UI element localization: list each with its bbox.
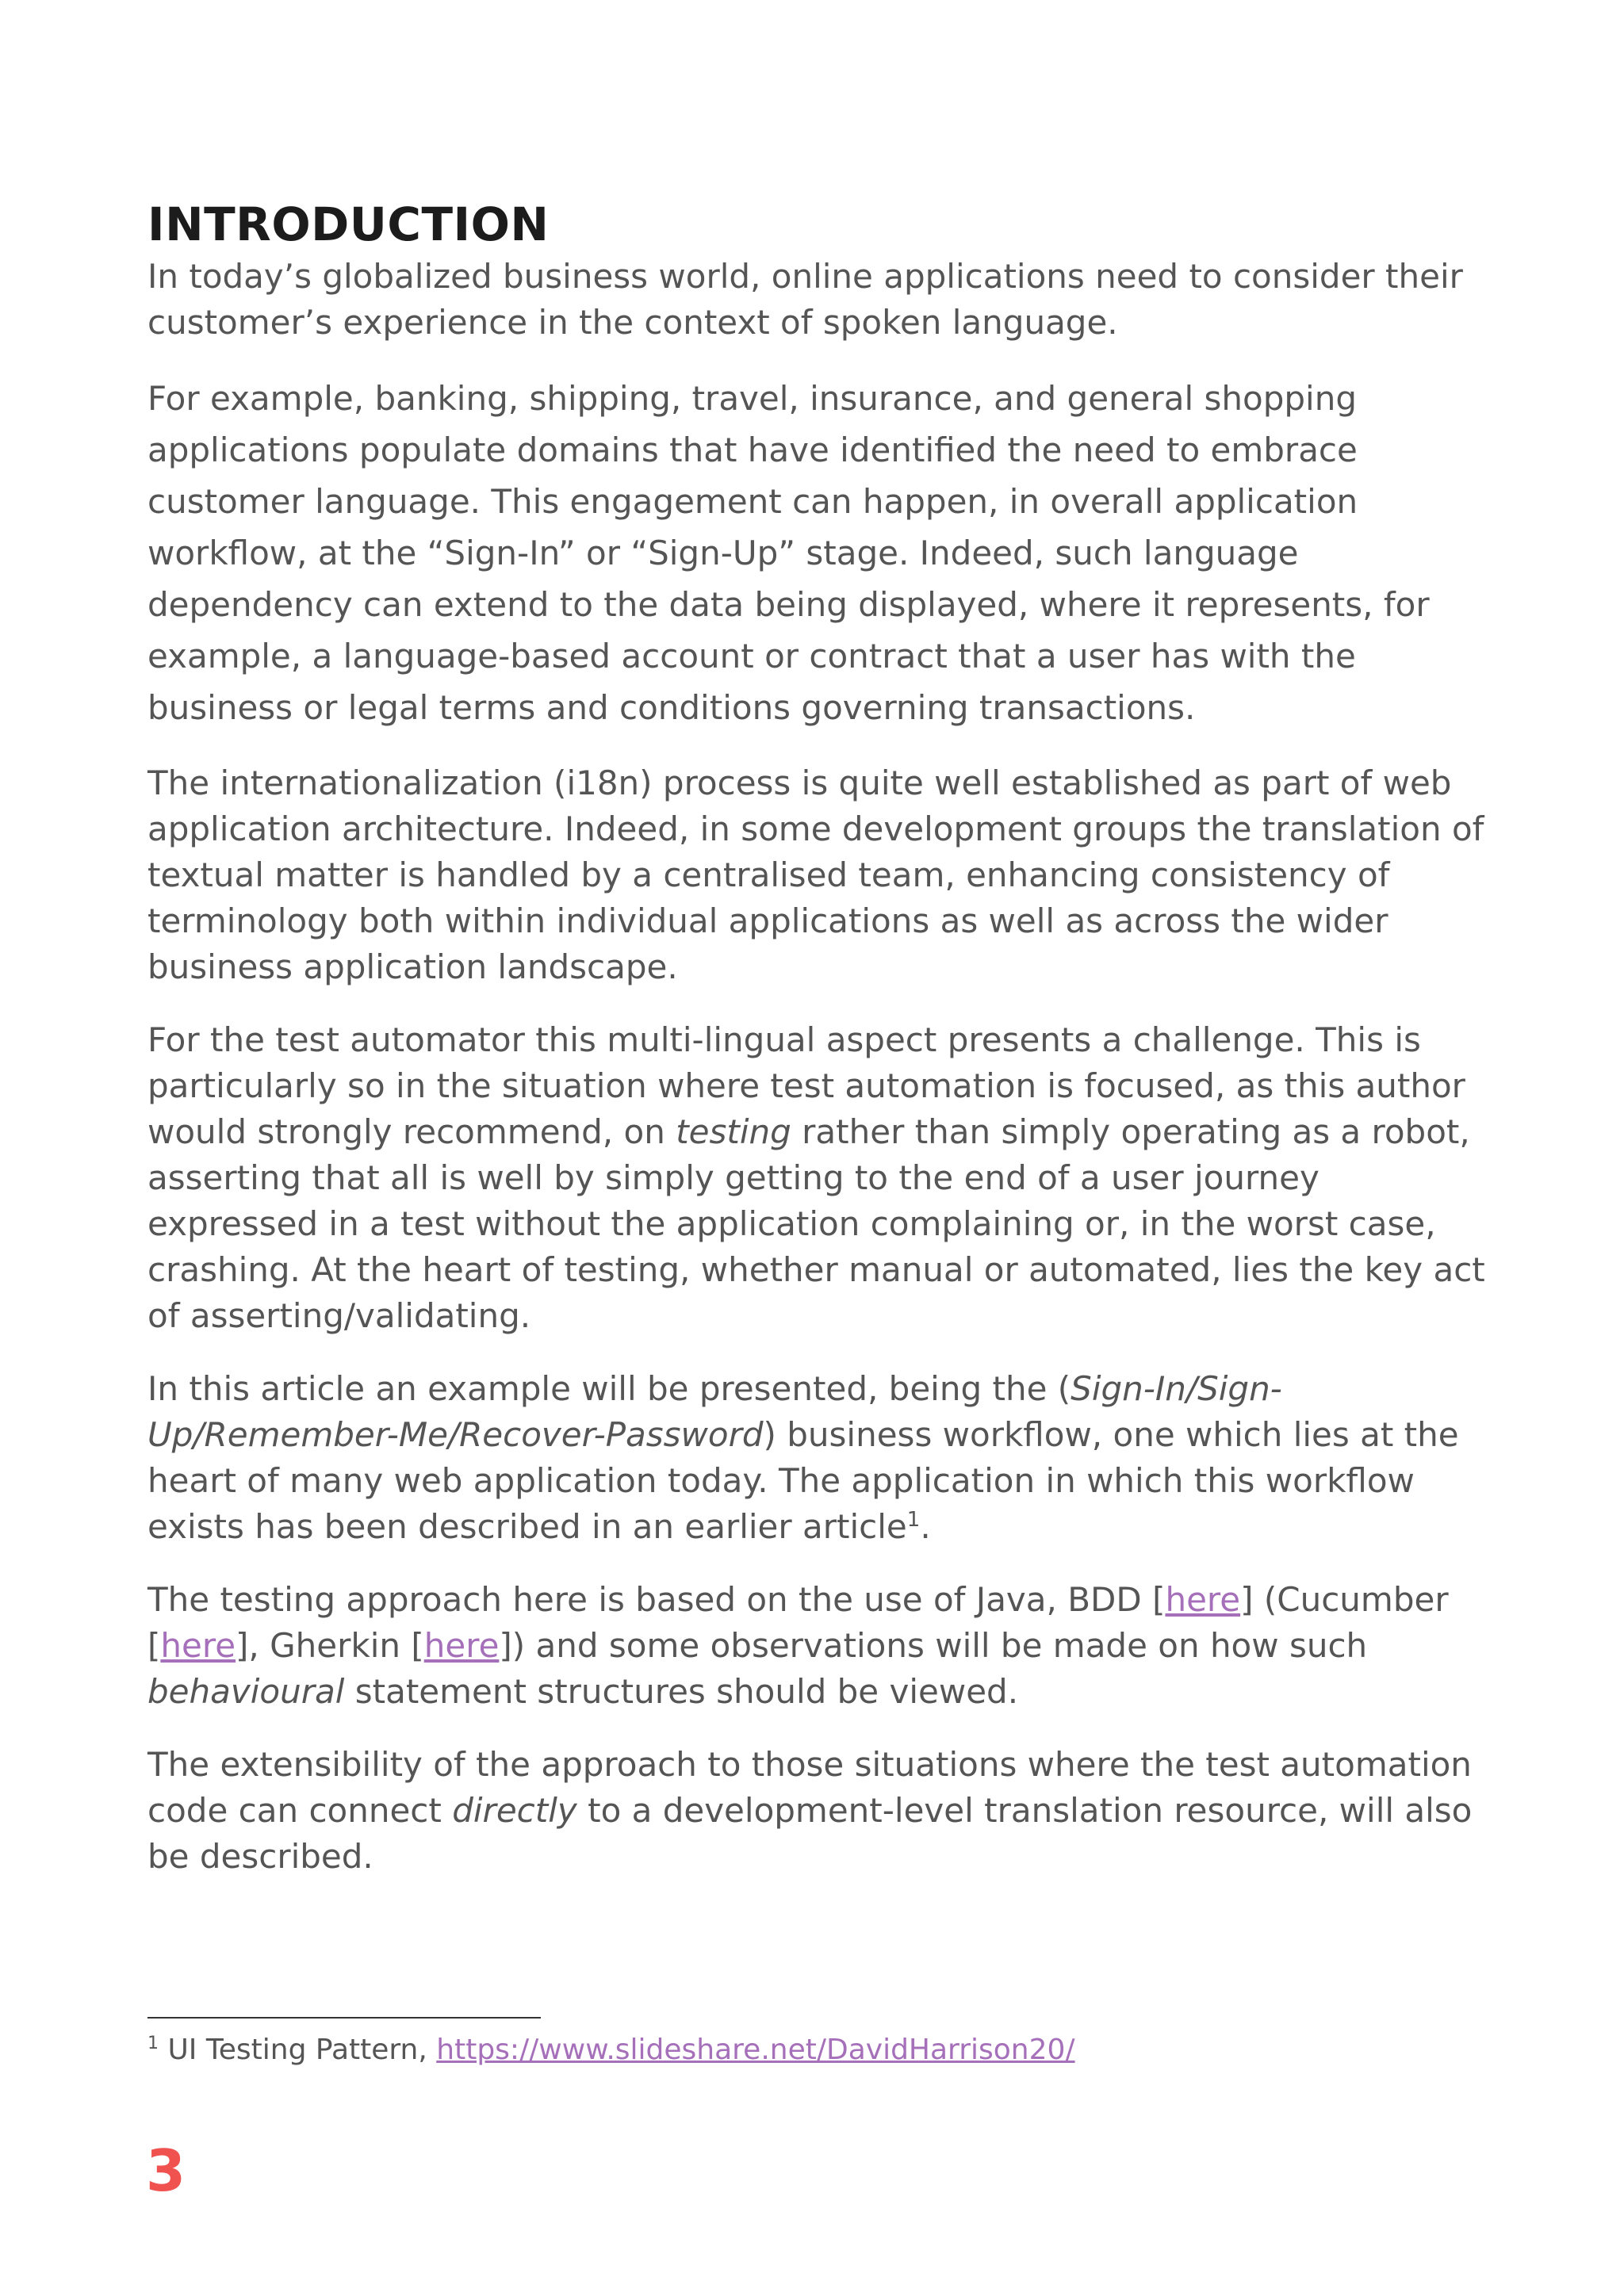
text-run: . bbox=[920, 1507, 931, 1546]
text-run: rather than simply operating as a robot, asserting that all is well by simply getting to the end of a user journey expressed in a test without the application complaining or, in the worst case, crashing. At the heart of testing, whether manual or automated, lies the key act of asserting/validating. bbox=[147, 1112, 1485, 1335]
footnote-reference[interactable]: 1 bbox=[906, 1508, 921, 1532]
emphasis-behavioural: behavioural bbox=[147, 1672, 345, 1711]
text-run: For the test automator this multi-lingual aspect presents a challenge. This is particularly so in the situation where test automation is focused, as this author would strongly recommend, on bbox=[147, 1020, 1465, 1151]
text-run: In this article an example will be presented, being the ( bbox=[147, 1369, 1071, 1408]
paragraph-examples: For example, banking, shipping, travel, insurance, and general shopping applications populate domains that have identified the need to embrace customer language. This engagement can happen, in overall application workflow, at the “Sign-In” or “Sign-Up” stage. Indeed, such language dependency can extend to the data being displayed, where it represents, for example, a language-based account or contract that a user has with the business or legal terms and conditions governing transactions. bbox=[147, 379, 1430, 727]
text-run: ) business workflow, one which lies at the heart of many web application today. The application in which this workflow exists has been described in an earlier article bbox=[147, 1415, 1459, 1546]
paragraph-extensibility bbox=[147, 1742, 1496, 1880]
emphasis-workflow: Sign-In/Sign-Up/Remember-Me/Recover-Password bbox=[147, 1369, 1282, 1454]
text-run: The extensibility of the approach to those situations where the test automation code can connect bbox=[147, 1745, 1472, 1830]
text-run: ] (Cucumber [ bbox=[147, 1580, 1449, 1665]
footnote bbox=[147, 2031, 1075, 2069]
paragraph-testing-approach bbox=[147, 1577, 1496, 1715]
text-run: statement structures should be viewed. bbox=[344, 1672, 1019, 1711]
paragraph-workflow-example bbox=[147, 1366, 1496, 1550]
paragraph-intro: In today’s globalized business world, online applications need to consider their customer’s experience in the context of spoken language. bbox=[147, 257, 1463, 342]
footnote-text: UI Testing Pattern, bbox=[159, 2034, 437, 2066]
gherkin-link[interactable]: here bbox=[423, 1626, 500, 1665]
paragraph-i18n: The internationalization (i18n) process is quite well established as part of web application architecture. Indeed, in some development groups the translation of textual matter is handled by a centralised team, enhancing consistency of terminology both within individual applications as well as across the wider business application landscape. bbox=[147, 763, 1484, 986]
emphasis-directly: directly bbox=[452, 1791, 577, 1830]
page-number: 3 bbox=[146, 2137, 186, 2204]
bdd-link[interactable]: here bbox=[1165, 1580, 1241, 1619]
section-heading: INTRODUCTION bbox=[147, 197, 550, 251]
text-run: ]) and some observations will be made on how such bbox=[499, 1626, 1368, 1665]
cucumber-link[interactable]: here bbox=[160, 1626, 236, 1665]
text-run: to a development-level translation resource, will also be described. bbox=[147, 1791, 1473, 1876]
page-content bbox=[147, 195, 1496, 1880]
paragraph-test-automator bbox=[147, 1017, 1496, 1339]
text-run: ], Gherkin [ bbox=[236, 1626, 424, 1665]
emphasis-testing: testing bbox=[676, 1112, 791, 1151]
footnote-number: 1 bbox=[147, 2034, 159, 2053]
footnote-link[interactable]: https://www.slideshare.net/DavidHarrison20/ bbox=[436, 2034, 1075, 2066]
footnote-divider bbox=[147, 2017, 541, 2019]
text-run: The testing approach here is based on the use of Java, BDD [ bbox=[147, 1580, 1166, 1619]
